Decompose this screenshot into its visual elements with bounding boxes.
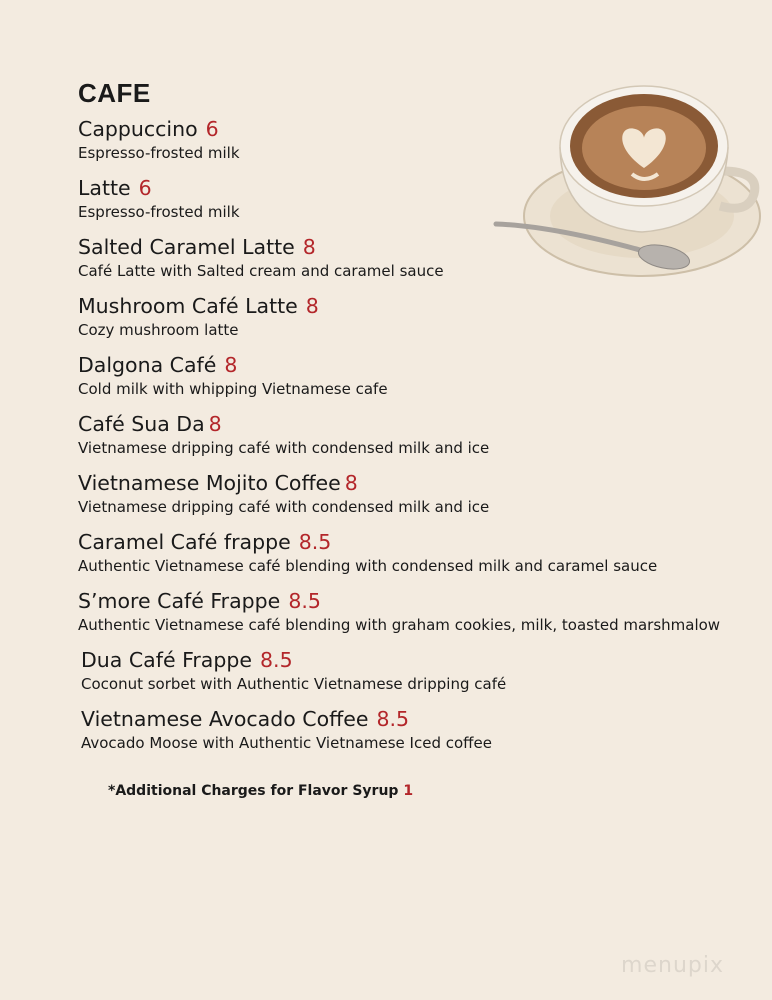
menu-item	[78, 470, 758, 517]
item-name: Café Sua Da	[78, 412, 205, 436]
item-price: 6	[138, 176, 152, 200]
item-description: Authentic Vietnamese café blending with condensed milk and caramel sauce	[78, 557, 658, 575]
menu-item	[81, 706, 758, 753]
menu-item	[78, 234, 758, 281]
section-title: CAFE	[78, 78, 151, 108]
item-price: 8	[302, 235, 316, 259]
menu-item	[78, 175, 758, 222]
item-description: Avocado Moose with Authentic Vietnamese Iced coffee	[81, 734, 492, 752]
watermark: menupix	[621, 953, 724, 978]
item-price: 8.5	[288, 589, 321, 613]
item-name: Caramel Café frappe	[78, 530, 291, 554]
menu-item	[78, 529, 758, 576]
item-name: S’more Café Frappe	[78, 589, 281, 613]
item-name: Salted Caramel Latte	[78, 235, 295, 259]
menu-item	[78, 411, 758, 458]
item-price: 8.5	[260, 648, 293, 672]
item-description: Espresso-frosted milk	[78, 144, 240, 162]
item-description: Authentic Vietnamese café blending with graham cookies, milk, toasted marshmalow	[78, 616, 721, 634]
item-description: Cold milk with whipping Vietnamese cafe	[78, 380, 388, 398]
item-name: Dua Café Frappe	[81, 648, 253, 672]
item-name: Cappuccino	[78, 117, 198, 141]
menu-list	[78, 116, 758, 765]
item-description: Espresso-frosted milk	[78, 203, 240, 221]
item-price: 8	[208, 412, 222, 436]
menu-item	[78, 588, 758, 635]
footnote-text: *Additional Charges for Flavor Syrup	[108, 783, 399, 799]
item-name: Latte	[78, 176, 131, 200]
item-price: 8.5	[298, 530, 332, 554]
item-description: Café Latte with Salted cream and caramel sauce	[78, 262, 444, 280]
item-price: 8.5	[376, 707, 410, 731]
item-name: Mushroom Café Latte	[78, 294, 298, 318]
menu-item	[81, 647, 758, 694]
footnote-price: 1	[403, 783, 414, 799]
item-description: Cozy mushroom latte	[78, 321, 239, 339]
menu-item	[78, 352, 758, 399]
item-price: 8	[224, 353, 238, 377]
item-name: Vietnamese Avocado Coffee	[81, 707, 369, 731]
item-name: Vietnamese Mojito Coffee	[78, 471, 341, 495]
item-description: Vietnamese dripping café with condensed milk and ice	[78, 498, 490, 516]
item-price: 6	[205, 117, 219, 141]
item-name: Dalgona Café	[78, 353, 217, 377]
item-price: 8	[305, 294, 319, 318]
item-description: Vietnamese dripping café with condensed milk and ice	[78, 439, 490, 457]
item-description: Coconut sorbet with Authentic Vietnamese dripping café	[81, 675, 507, 693]
item-price: 8	[344, 471, 358, 495]
flavor-syrup-note	[108, 783, 413, 799]
menu-item	[78, 116, 758, 163]
menu-item	[78, 293, 758, 340]
